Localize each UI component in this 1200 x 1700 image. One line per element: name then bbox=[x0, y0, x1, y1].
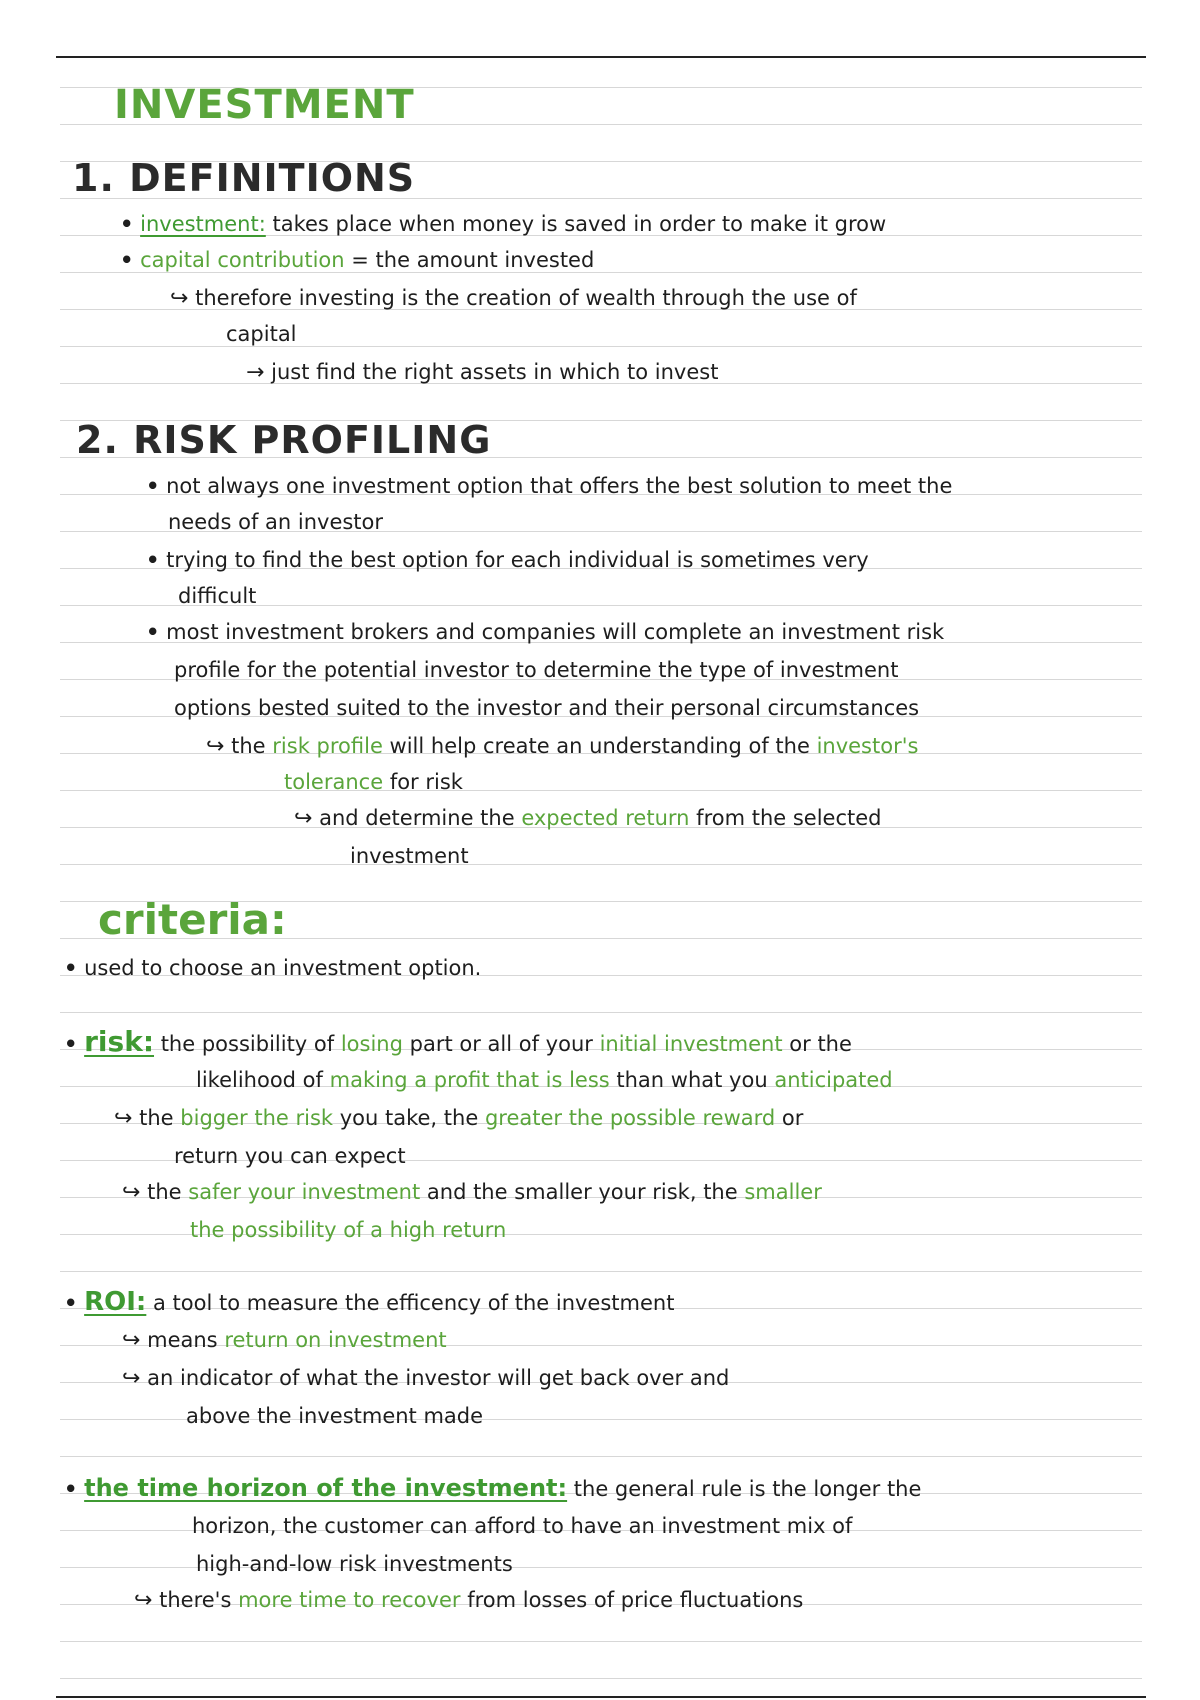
bullet-icon: • bbox=[120, 248, 134, 272]
highlight-losing: losing bbox=[340, 1032, 403, 1056]
ruled-line bbox=[60, 864, 1142, 865]
note-text: from losses of price fluctuations bbox=[467, 1588, 804, 1612]
definition-text: or the bbox=[789, 1032, 852, 1056]
note-text: for risk bbox=[389, 770, 463, 794]
highlight-making-profit: making a profit that is less bbox=[329, 1068, 610, 1092]
definition-text: the general rule is the longer the bbox=[573, 1477, 922, 1501]
list-item bbox=[146, 620, 944, 644]
bullet-icon: • bbox=[146, 548, 160, 572]
list-item bbox=[146, 474, 952, 498]
definition-text: part or all of your bbox=[409, 1032, 593, 1056]
term-roi: ROI: bbox=[84, 1287, 147, 1317]
definition-text: the possibility of bbox=[160, 1032, 335, 1056]
bullet-text: most investment brokers and companies will complete an investment risk bbox=[166, 620, 945, 644]
note-text: the bbox=[139, 1106, 174, 1130]
definition-text: a tool to measure the efficency of the investment bbox=[153, 1291, 675, 1315]
note-text-cont: return you can expect bbox=[174, 1144, 406, 1168]
note-text-cont: above the investment made bbox=[186, 1404, 484, 1428]
ruled-line bbox=[60, 1456, 1142, 1457]
bullet-text-cont: options bested suited to the investor and their personal circumstances bbox=[174, 696, 920, 720]
list-item bbox=[206, 734, 918, 759]
ruled-line bbox=[60, 1678, 1142, 1679]
highlight-bigger-risk: bigger the risk bbox=[180, 1106, 334, 1130]
note-text: there's bbox=[159, 1588, 232, 1612]
note-text: means bbox=[147, 1328, 218, 1352]
hook-arrow-icon: ↪ bbox=[122, 1366, 141, 1391]
highlight-risk-profile: risk profile bbox=[272, 734, 383, 758]
note-text: and the smaller your risk, the bbox=[426, 1180, 738, 1204]
list-item bbox=[114, 1106, 803, 1131]
list-item bbox=[64, 1476, 921, 1501]
list-item bbox=[64, 1025, 852, 1058]
ruled-line bbox=[60, 272, 1142, 273]
hook-arrow-icon: ↪ bbox=[122, 1328, 141, 1353]
intro-text: used to choose an investment option. bbox=[84, 956, 482, 980]
note-text: therefore investing is the creation of wealth through the use of bbox=[195, 286, 857, 310]
note-text-cont: investment bbox=[350, 844, 469, 868]
note-text-cont: capital bbox=[226, 322, 297, 346]
highlight-more-time: more time to recover bbox=[238, 1588, 461, 1612]
definition-text: than what you bbox=[616, 1068, 768, 1092]
hook-arrow-icon: ↪ bbox=[170, 286, 189, 311]
note-text: the bbox=[147, 1180, 182, 1204]
bullet-icon: • bbox=[120, 212, 134, 236]
bullet-text: trying to find the best option for each individual is sometimes very bbox=[166, 548, 869, 572]
ruled-line bbox=[60, 1271, 1142, 1272]
section-heading-risk-profiling: 2. RISK PROFILING bbox=[76, 418, 492, 462]
list-item bbox=[120, 248, 594, 272]
term-time-horizon: the time horizon of the investment: bbox=[84, 1474, 568, 1502]
note-text: and determine the bbox=[319, 806, 515, 830]
list-item bbox=[64, 956, 481, 980]
note-text: from the selected bbox=[696, 806, 882, 830]
ruled-line bbox=[60, 1012, 1142, 1013]
page-title: INVESTMENT bbox=[114, 82, 415, 128]
list-item bbox=[134, 1588, 803, 1613]
bullet-text-cont: difficult bbox=[178, 584, 257, 608]
bullet-text-cont: profile for the potential investor to determine the type of investment bbox=[174, 658, 899, 682]
list-item bbox=[294, 806, 882, 831]
highlight-high-return: the possibility of a high return bbox=[190, 1218, 507, 1242]
hook-arrow-icon: ↪ bbox=[134, 1588, 153, 1613]
term-capital-contribution: capital contribution bbox=[140, 248, 345, 272]
term-risk: risk: bbox=[84, 1025, 155, 1058]
term-investment: investment: bbox=[140, 212, 266, 236]
bullet-icon: • bbox=[64, 1477, 78, 1501]
note-text: will help create an understanding of the bbox=[389, 734, 810, 758]
definition-text: likelihood of bbox=[196, 1068, 323, 1092]
note-text: the bbox=[231, 734, 266, 758]
ruled-line bbox=[60, 346, 1142, 347]
list-item bbox=[146, 548, 869, 572]
highlight-smaller: smaller bbox=[744, 1180, 822, 1204]
bottom-border bbox=[56, 1696, 1146, 1698]
top-border bbox=[56, 56, 1146, 58]
note-text: just find the right assets in which to invest bbox=[271, 360, 719, 384]
note-text: an indicator of what the investor will get back over and bbox=[147, 1366, 730, 1390]
bullet-text: not always one investment option that offers the best solution to meet the bbox=[166, 474, 953, 498]
list-item bbox=[122, 1180, 822, 1205]
highlight-greater-reward: greater the possible reward bbox=[484, 1106, 776, 1130]
hook-arrow-icon: ↪ bbox=[114, 1106, 133, 1131]
list-item bbox=[122, 1366, 729, 1391]
highlight-anticipated: anticipated bbox=[774, 1068, 893, 1092]
list-item bbox=[246, 360, 718, 385]
definition-text-cont: horizon, the customer can afford to have an investment mix of bbox=[192, 1514, 853, 1538]
ruled-line bbox=[60, 790, 1142, 791]
bullet-icon: • bbox=[146, 620, 160, 644]
list-item bbox=[120, 212, 886, 236]
bullet-icon: • bbox=[64, 1032, 78, 1056]
hook-arrow-icon: ↪ bbox=[206, 734, 225, 759]
highlight-initial-investment: initial investment bbox=[599, 1032, 783, 1056]
list-item bbox=[284, 770, 463, 794]
bullet-icon: • bbox=[64, 956, 78, 980]
hook-arrow-icon: ↪ bbox=[294, 806, 313, 831]
ruled-line bbox=[60, 1641, 1142, 1642]
bullet-icon: • bbox=[64, 1291, 78, 1315]
list-item bbox=[170, 286, 857, 311]
list-item bbox=[196, 1068, 893, 1092]
highlight-tolerance: tolerance bbox=[284, 770, 384, 794]
hook-arrow-icon: ↪ bbox=[122, 1180, 141, 1205]
note-text: you take, the bbox=[339, 1106, 479, 1130]
bullet-icon: • bbox=[146, 474, 160, 498]
highlight-return-on-investment: return on investment bbox=[224, 1328, 447, 1352]
list-item bbox=[122, 1328, 447, 1353]
highlight-safer-investment: safer your investment bbox=[188, 1180, 421, 1204]
highlight-investors: investor's bbox=[816, 734, 919, 758]
definition-text: takes place when money is saved in order to make it grow bbox=[272, 212, 887, 236]
note-text: or bbox=[781, 1106, 804, 1130]
definition-text: = the amount invested bbox=[351, 248, 595, 272]
arrow-right-icon: → bbox=[246, 360, 265, 385]
highlight-expected-return: expected return bbox=[521, 806, 690, 830]
bullet-text-cont: needs of an investor bbox=[168, 510, 384, 534]
section-heading-definitions: 1. DEFINITIONS bbox=[72, 156, 416, 200]
definition-text-cont: high-and-low risk investments bbox=[196, 1552, 513, 1576]
criteria-heading: criteria: bbox=[98, 895, 287, 944]
list-item bbox=[64, 1287, 675, 1317]
